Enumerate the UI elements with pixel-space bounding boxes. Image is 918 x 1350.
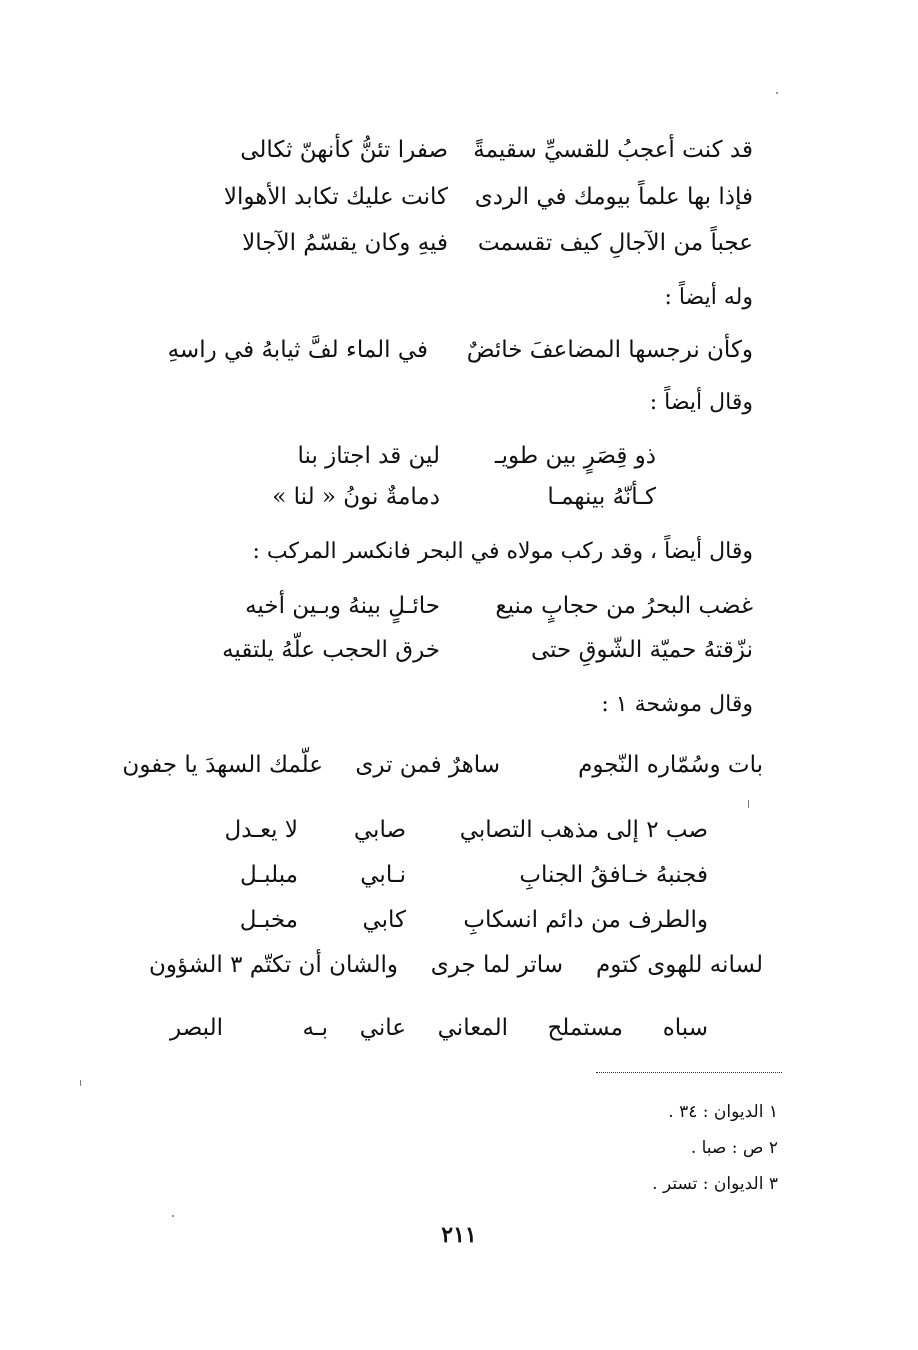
footnote: ١ الديوان : ٣٤ . bbox=[668, 1102, 778, 1122]
verse-hemistich-right: فإذا بها علماً بيومك في الردى bbox=[474, 184, 753, 210]
muwashshah-segment: نـابي bbox=[360, 862, 406, 888]
muwashshah-segment: مبلبـل bbox=[240, 862, 298, 888]
muwashshah-word: سباه bbox=[662, 1015, 708, 1041]
muwashshah-segment: والشان أن تكتّم ٣ الشؤون bbox=[149, 952, 398, 978]
footnote: ٢ ص : صبا . bbox=[690, 1138, 778, 1158]
muwashshah-segment: صابي bbox=[353, 817, 406, 843]
muwashshah-segment: علّمك السهدَ يا جفون bbox=[122, 752, 323, 778]
section-heading: وقال موشحة ١ : bbox=[601, 692, 753, 717]
verse-hemistich-left: صفرا تئنُّ كأنهنّ ثكالى bbox=[240, 137, 448, 163]
muwashshah-segment: بات وسُمّاره النّجوم bbox=[578, 752, 763, 778]
muwashshah-word: بـه bbox=[302, 1015, 328, 1041]
page-number: ٢١١ bbox=[441, 1222, 477, 1248]
verse-hemistich-right: كـأنّهُ بينهمـا bbox=[547, 484, 656, 510]
scan-speck bbox=[748, 800, 749, 808]
verse-hemistich-left: في الماء لفَّ ثيابهُ في راسهِ bbox=[167, 337, 428, 363]
muwashshah-word: المعاني bbox=[437, 1015, 508, 1041]
verse-hemistich-left: لين قد اجتاز بنا bbox=[297, 443, 440, 469]
muwashshah-segment: لسانه للهوى كتوم bbox=[595, 952, 763, 978]
verse-hemistich-left: حائـلٍ بينهُ وبـين أخيه bbox=[245, 593, 440, 619]
scan-speck bbox=[776, 92, 778, 94]
scan-speck bbox=[172, 1215, 174, 1217]
verse-hemistich-left: دمامةٌ نونُ « لنا » bbox=[272, 484, 440, 510]
muwashshah-segment: لا يعـدل bbox=[224, 817, 298, 843]
muwashshah-segment: ساتر لما جرى bbox=[430, 952, 563, 978]
muwashshah-word: البصر bbox=[170, 1015, 223, 1041]
scan-speck bbox=[80, 1080, 81, 1086]
section-heading: وله أيضاً : bbox=[664, 285, 753, 310]
section-heading: وقال أيضاً ، وقد ركب مولاه في البحر فانكسر المركب : bbox=[252, 539, 753, 564]
verse-hemistich-right: قد كنت أعجبُ للقسيِّ سقيمةً bbox=[473, 137, 753, 163]
muwashshah-word: مستملح bbox=[547, 1015, 623, 1041]
verse-hemistich-left: فيهِ وكان يقسّمُ الآجالا bbox=[242, 230, 448, 256]
verse-hemistich-right: وكأن نرجسها المضاعفَ خائضٌ bbox=[466, 337, 753, 363]
verse-hemistich-right: غضب البحرُ من حجابٍ منيع bbox=[495, 593, 753, 619]
verse-hemistich-left: كانت عليك تكابد الأهوالا bbox=[223, 184, 448, 210]
verse-hemistich-left: خرق الحجب علّهُ يلتقيه bbox=[222, 637, 440, 663]
muwashshah-word: عاني bbox=[359, 1015, 406, 1041]
muwashshah-segment: فجنبهُ خـافقُ الجنابِ bbox=[519, 862, 708, 888]
section-heading: وقال أيضاً : bbox=[649, 390, 753, 415]
verse-hemistich-right: عجباً من الآجالِ كيف تقسمت bbox=[477, 230, 753, 256]
muwashshah-segment: صب ٢ إلى مذهب التصابي bbox=[459, 817, 708, 843]
muwashshah-segment: والطرف من دائم انسكابِ bbox=[463, 907, 708, 933]
verse-hemistich-right: نزّقتهُ حميّة الشّوقِ حتى bbox=[530, 637, 753, 663]
verse-hemistich-right: ذو قِصَرٍ بين طويـ bbox=[494, 443, 656, 469]
footnote-divider bbox=[596, 1072, 782, 1073]
muwashshah-segment: ساهرٌ فمن ترى bbox=[355, 752, 500, 778]
footnote: ٣ الديوان : تستر . bbox=[652, 1174, 778, 1194]
muwashshah-segment: مخبـل bbox=[239, 907, 298, 933]
muwashshah-segment: كابي bbox=[362, 907, 406, 933]
